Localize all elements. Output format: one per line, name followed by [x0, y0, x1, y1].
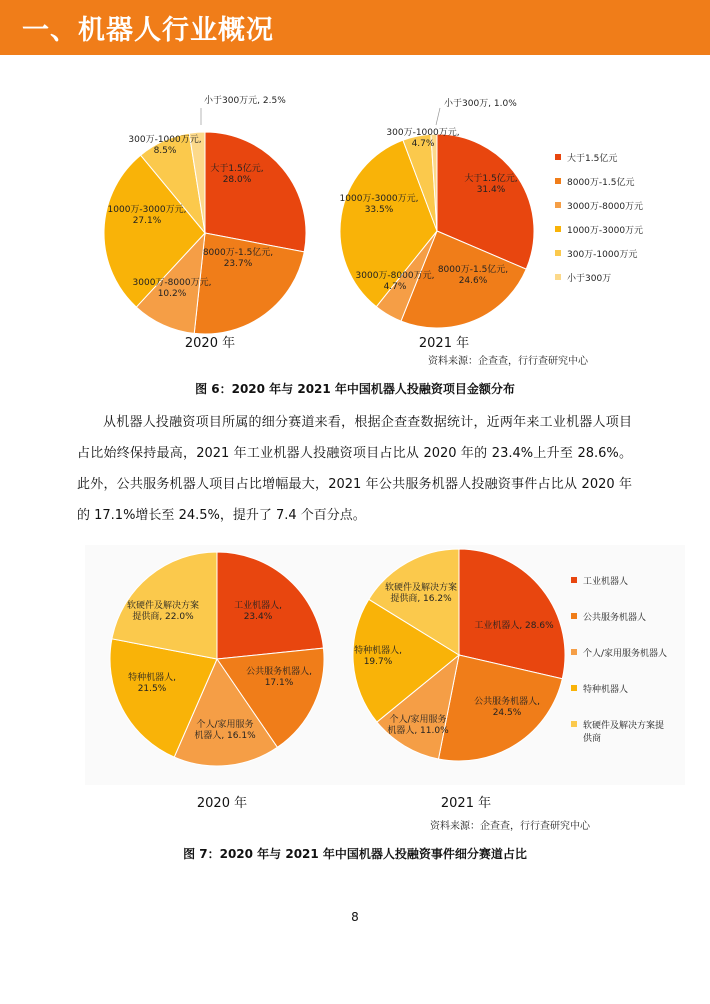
data-label: 特种机器人, 19.7% — [354, 646, 402, 667]
figure-7-chart — [0, 540, 710, 840]
source-note: 资料来源：企查查，行行查研究中心 — [428, 356, 588, 367]
year-label: 2020 年 — [196, 796, 248, 811]
figure-6-chart — [0, 85, 710, 375]
year-label: 2021 年 — [440, 796, 492, 811]
legend-label: 大于1.5亿元 — [567, 154, 618, 164]
legend-swatch — [571, 577, 577, 583]
header-bar — [0, 0, 710, 55]
pie-2020-amount — [104, 132, 306, 334]
data-label: 小于300万元, 2.5% — [204, 96, 286, 106]
data-label: 8000万-1.5亿元, 23.7% — [202, 248, 274, 269]
data-label: 大于1.5亿元, 28.0% — [210, 164, 264, 185]
body-paragraph: 从机器人投融资项目所属的细分赛道来看，根据企查查数据统计，近两年来工业机器人项目占比始终保持最高，2021 年工业机器人投融资项目占比从 2020 年的 23.4%上升至 28.6%。此外，公共服务机器人项目占比增幅最大，2021 年公共服务机器人投融资事件占比从 2020 年的 17.1%增长至 24.5%，提升了 7.4 个百分点。 — [77, 415, 632, 523]
legend-swatch — [555, 202, 561, 208]
legend-swatch — [555, 250, 561, 256]
data-label: 3000万-8000万元, 10.2% — [132, 278, 212, 299]
data-label: 小于300万, 1.0% — [444, 99, 517, 109]
leader-line — [436, 108, 440, 125]
pie-slice — [205, 132, 306, 252]
data-label: 个人/家用服务机器人, 11.0% — [387, 715, 449, 736]
figure-6-caption: 图 6：2020 年与 2021 年中国机器人投融资项目金额分布 — [195, 382, 515, 396]
legend-label: 供商 — [583, 734, 602, 744]
figure-7-caption: 图 7：2020 年与 2021 年中国机器人投融资事件细分赛道占比 — [183, 847, 527, 861]
legend-label: 8000万-1.5亿元 — [567, 178, 635, 188]
legend-swatch — [555, 178, 561, 184]
legend-swatch — [571, 613, 577, 619]
legend-swatch — [555, 226, 561, 232]
data-label: 公共服务机器人, 24.5% — [474, 697, 540, 718]
data-label: 300万-1000万元, 4.7% — [386, 128, 460, 149]
page-number: 8 — [351, 910, 359, 924]
data-label: 工业机器人, 23.4% — [234, 601, 282, 622]
legend-swatch — [571, 685, 577, 691]
data-label: 公共服务机器人, 17.1% — [246, 667, 312, 688]
source-note: 资料来源：企查查，行行查研究中心 — [430, 821, 590, 832]
data-label: 3000万-8000万元, 4.7% — [355, 271, 435, 292]
legend-label: 300万-1000万元 — [567, 250, 638, 260]
legend-label: 个人/家用服务机器人 — [583, 649, 668, 659]
legend-swatch — [571, 721, 577, 727]
data-label: 特种机器人, 21.5% — [128, 673, 176, 694]
legend-label: 特种机器人 — [583, 685, 629, 695]
legend-label: 小于300万 — [567, 274, 612, 284]
data-label: 8000万-1.5亿元, 24.6% — [437, 265, 509, 286]
legend-label: 软硬件及解决方案提 — [583, 721, 665, 731]
data-label: 软硬件及解决方案提供商, 22.0% — [126, 601, 200, 622]
data-label: 工业机器人, 28.6% — [474, 621, 554, 631]
data-label: 软硬件及解决方案提供商, 16.2% — [384, 583, 458, 604]
legend-swatch — [571, 649, 577, 655]
data-label: 1000万-3000万元, 33.5% — [339, 194, 419, 215]
legend-label: 3000万-8000万元 — [567, 202, 644, 212]
year-label: 2021 年 — [418, 336, 470, 351]
legend-swatch — [555, 154, 561, 160]
year-label: 2020 年 — [184, 336, 236, 351]
data-label: 个人/家用服务机器人, 16.1% — [194, 720, 256, 741]
data-label: 大于1.5亿元, 31.4% — [464, 174, 518, 195]
legend-swatch — [555, 274, 561, 280]
pie-2021-amount — [340, 134, 534, 328]
legend-label: 1000万-3000万元 — [567, 226, 644, 236]
legend-label: 公共服务机器人 — [583, 613, 647, 623]
section-title: 一、机器人行业概况 — [22, 15, 274, 46]
data-label: 300万-1000万元, 8.5% — [128, 135, 202, 156]
legend — [555, 152, 643, 284]
legend-label: 工业机器人 — [583, 577, 629, 587]
data-label: 1000万-3000万元, 27.1% — [107, 205, 187, 226]
